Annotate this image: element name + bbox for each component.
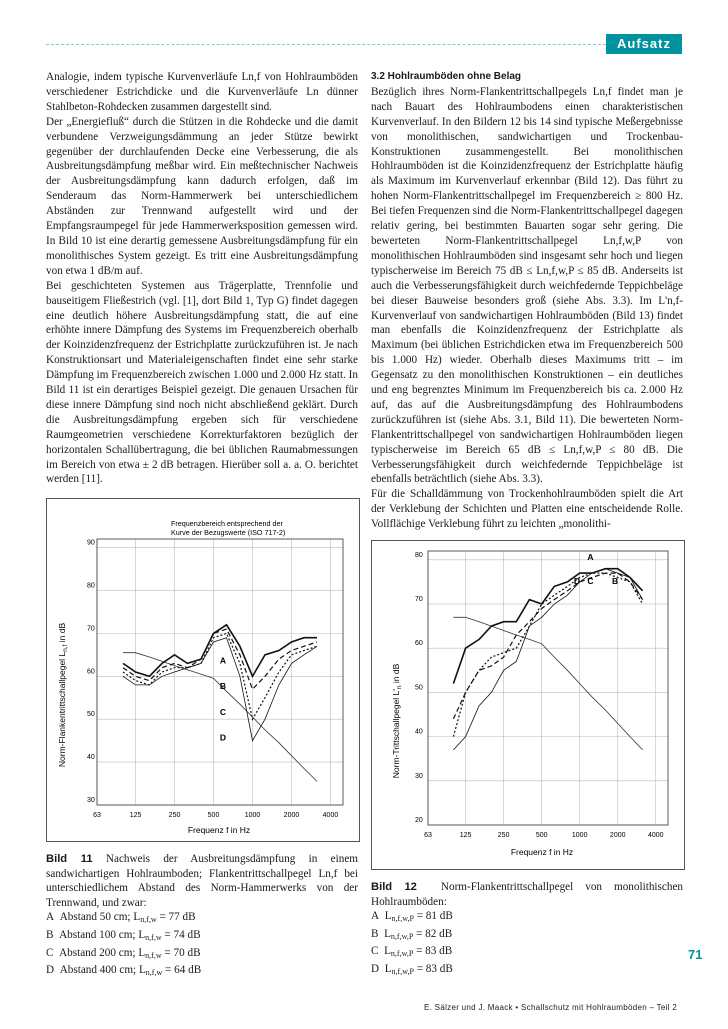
caption-item — [46, 963, 358, 981]
caption-text: Norm-Flankentrittschallpegel von monolithischen Hohlraumböden: — [371, 881, 683, 908]
y-tick-label: 80 — [87, 582, 95, 590]
y-axis-label: Norm-Flankentrittschallpegel $L_{n,f}$ in dB — [57, 622, 69, 768]
caption-item-part: B — [46, 928, 54, 941]
y-tick-label: 30 — [87, 797, 95, 804]
caption-item-part: n,f,w,P — [391, 914, 414, 924]
caption-item-part: n,f,w — [145, 950, 162, 960]
annotation: Kurve der Bezugswerte (ISO 717-2) — [171, 528, 286, 537]
caption-item-part: n,f,w,P — [390, 931, 414, 941]
caption-item-part: Abstand 400 cm; — [59, 964, 137, 977]
x-tick-label: 4000 — [322, 812, 339, 819]
section-tag: Aufsatz — [606, 34, 682, 54]
x-tick-label: 4000 — [647, 832, 664, 839]
caption-item-part: C — [371, 945, 379, 958]
caption-item — [46, 910, 358, 928]
caption-item-part: L — [138, 928, 146, 941]
caption-text: Nachweis der Ausbreitungsdämpfung in einem sandwichartigen Hohlraumboden; Flankentrittschallpegel Ln,f bei unterschiedlichem Abstand des Norm-Hammerwerks von der Trennwand, und zwar: — [46, 853, 358, 909]
right-column — [371, 70, 683, 532]
caption-item-part: = 70 dB — [164, 946, 201, 959]
caption-item-part: A — [46, 911, 55, 924]
caption-item-part: L — [384, 962, 392, 975]
paragraph: Analogie, indem typische Kurvenverläufe Ln,f von Hohlraumböden verschiedener Estrichdicke und die Kurvenverläufe Ln dünner Stahlbeton-Rohdecken zusammen dargestellt sind. — [46, 71, 358, 113]
caption-item-part: L — [384, 910, 392, 923]
caption-item-part: n,f,w,P — [391, 966, 414, 976]
y-tick-label: 50 — [87, 711, 95, 719]
x-axis-label: Frequenz f in Hz — [187, 825, 251, 835]
series-line-c — [453, 573, 642, 737]
series-label: B — [219, 681, 227, 692]
x-tick-label: 250 — [497, 832, 510, 839]
y-tick-label: 70 — [415, 596, 423, 604]
caption-item-part: = 83 dB — [416, 945, 453, 958]
y-tick-label: 70 — [87, 625, 95, 633]
y-tick-label: 40 — [87, 754, 95, 762]
series-line-a — [123, 625, 317, 677]
series-label: A — [587, 551, 594, 562]
caption-item-part: D — [371, 962, 380, 975]
x-tick-label: 63 — [424, 832, 432, 839]
paragraph: Für die Schalldämmung von Trockenhohlraumböden spielt die Art der Verklebung der Schichten und Platten eine entscheidende Rolle. Vollflächige Verklebung führt zu leichten „monolithi- — [371, 488, 683, 531]
figure-12 — [371, 540, 685, 870]
caption-item — [371, 962, 683, 980]
caption-item-part: n,f,w — [145, 932, 162, 942]
x-tick-label: 2000 — [609, 832, 626, 839]
plot-frame — [428, 551, 668, 825]
series-label: B — [611, 576, 619, 587]
caption-item — [46, 928, 358, 946]
y-tick-label: 80 — [415, 551, 423, 559]
caption-item-part: A — [371, 910, 380, 923]
caption-item — [371, 944, 683, 962]
caption-12 — [371, 880, 683, 980]
caption-item-part: D — [46, 964, 55, 977]
series-label: C — [219, 706, 227, 717]
caption-item-part: L — [133, 911, 141, 924]
caption-item-part: L — [384, 927, 391, 940]
figure-12-chart — [372, 541, 684, 869]
caption-label: Bild 12 — [371, 881, 417, 893]
paragraph: Bei geschichteten Systemen aus Trägerplatte, Trennfolie und bauseitigem Fließestrich (vgl. [1], dort Bild 1, Typ G) findet dagegen eine deutlich höhere Ausbreitungsdämpfung statt, die auf eine erhöhte innere Dämpfung des Systems im Frequenzbereich oberhalb der Koinzidenzfrequenz der Estrichplatte zurückzuführen ist. Je nach Konstruktionsart und Materialeigenschaften findet eine sehr starke Dämpfung im Frequenzbereich zwischen 1.000 und 2.000 Hz statt. In Bild 11 ist ein derartiges Beispiel gezeigt. Die genauen Ursachen für diese innere Dämpfung sind noch nicht abschließend geklärt. Durch die Ausbreitungsdämpfung ergeben sich für verschiedene Raumgeometrien verschiedene Korrekturfaktoren bezüglich der horizontalen Schallübertragung, die bei üblichen Raumabmessungen im Bereich von etwa ± 2 dB betragen. Hierüber soll a. a. O. berichtet werden [11]. — [46, 279, 358, 486]
caption-item-part: Abstand 100 cm; — [59, 928, 136, 941]
figure-11 — [46, 498, 360, 842]
figure-11-chart — [47, 499, 359, 841]
x-tick-label: 125 — [129, 812, 142, 819]
paragraph: Der „Energiefluß“ durch die Stützen in die Rohdecke und die damit verbundene Verzweigungsdämmung an jeder Stütze bewirkt gegenüber der durchlaufenden Decke eine Verbesserung, die als Ausbreitungsdämpfung meßbar wird. Ein meßtechnischer Nachweis der Ausbreitungsdämpfung kann dadurch erfolgen, daß im Senderaum das Norm-Hammerwerk bei unterschiedlichem Abständen zur Trennwand aufgestellt wird und der Empfangsraumpegel für jede Hammerwerksposition gemessen wird. In Bild 10 ist eine derartig gemessene Ausbreitungsdämpfung für ein monolithisches System gezeigt. Es tritt eine Ausbreitungsdämpfung von etwa 1 dB/m auf. — [46, 115, 358, 277]
caption-item-part: = 64 dB — [165, 964, 202, 977]
y-tick-label: 60 — [415, 640, 423, 648]
caption-label: Bild 11 — [46, 853, 93, 865]
caption-item-part: = 81 dB — [416, 910, 453, 923]
y-axis-label: Norm-Trittschallpegel $L'_n$ in dB — [391, 663, 403, 779]
caption-item — [371, 909, 683, 927]
caption-item-part: L — [384, 945, 391, 958]
y-tick-label: 50 — [415, 684, 423, 692]
caption-11 — [46, 852, 358, 981]
series-label: D — [573, 576, 581, 587]
caption-item-part: L — [138, 946, 146, 959]
caption-item-part: = 74 dB — [164, 928, 201, 941]
x-axis-label: Frequenz f in Hz — [510, 847, 574, 857]
caption-item-part: = 83 dB — [416, 962, 453, 975]
caption-item-part: Abstand 50 cm; — [59, 911, 131, 924]
section-heading: 3.2 Hohlraumböden ohne Belag — [371, 71, 522, 82]
y-tick-label: 40 — [415, 728, 423, 736]
plot-frame — [97, 539, 343, 805]
caption-item-part: C — [46, 946, 54, 959]
y-tick-label: 30 — [415, 772, 423, 780]
caption-item-part: L — [138, 964, 146, 977]
caption-item — [371, 927, 683, 945]
caption-item-part: n,f,w,P — [390, 949, 414, 959]
y-tick-label: 60 — [87, 668, 95, 676]
y-tick-label: 90 — [87, 539, 95, 547]
header-rule — [46, 44, 606, 45]
x-tick-label: 1000 — [244, 812, 261, 819]
annotation: Frequenzbereich entsprechend der — [171, 519, 283, 528]
caption-item-part: Abstand 200 cm; — [59, 946, 136, 959]
caption-item-part: n,f,w — [140, 915, 157, 925]
x-tick-label: 250 — [168, 812, 181, 819]
x-tick-label: 1000 — [571, 832, 588, 839]
footer: E. Sälzer und J. Maack • Schallschutz mit Hohlraumböden – Teil 2 — [424, 1003, 678, 1012]
caption-item-part: n,f,w — [145, 968, 163, 978]
left-column — [46, 70, 358, 487]
y-tick-label: 20 — [415, 817, 423, 824]
caption-item-part: = 77 dB — [159, 911, 196, 924]
x-tick-label: 500 — [207, 812, 220, 819]
paragraph: Bezüglich ihres Norm-Flankentrittschallpegels Ln,f findet man je nach Bauart des Hohlraumbodens einen charakteristischen Kurvenverlauf. In den Bildern 12 bis 14 sind typische Meßergebnisse von monolithischen, sandwichartigen und Trockenbau- Konstruktionen zusammengestellt. Bei monolithischen Hohlraumböden ist die Koinzidenzfrequenz der Estrichplatte häufig als Maximum im Kurvenverlauf erkennbar (Bild 12). Das führt zu hohen Norm-Flankentrittschallpegel im Frequenzbereich ≥ 800 Hz. Bei tiefen Frequenzen sind die Norm-Flankentrittschallpegel dagegen relativ gering, bei bestimmten Bauarten sogar sehr gering. Die bewerteten Norm-Flankentrittschallpegel Ln,f,w,P von monolithischen Hohlraumböden sind insgesamt sehr hoch und liegen typischerweise im Bereich 75 dB ≤ Ln,f,w,P ≤ 85 dB. Anderseits ist auch die Verbesserungsfähigkeit durch weichfedernde Teppichbeläge bei dieser Bauweise besonders groß (siehe Abs. 3.3). Im L'n,f-Kurvenverlauf von sandwichartigen Hohlraumböden (Bild 13) findet man ebenfalls die Koinzidenzfrequenz der Estrichplatte als Maximum (bei üblichen Estrichdicken etwa im Frequenzbereich 500 bis 1.000 Hz) wieder. Oberhalb dieses Maximums tritt – im Gegensatz zu den monolithischen Konstruktionen – ein deutliches und eng begrenztes Minimum im Frequenzbereich bis ca. 2.000 Hz auf, das auf die Ausbreitungsdämpfung des Hohlraumbodens zurückzuführen ist (siehe Abs. 3.1, Bild 11). Die bewerteten Norm-Flankentrittschallpegel von sandwichartigen Hohlraumböden liegen typischerweise im Bereich 65 dB ≤ Ln,f,w,P ≤ 80 dB. Die Verbesserungsfähigkeit durch weichfedernde Teppichbeläge ist ebenfalls beträchtlich (siehe Abs. 3.3). — [371, 85, 683, 486]
x-tick-label: 63 — [93, 812, 101, 819]
caption-item-part: B — [371, 927, 379, 940]
series-label: A — [219, 655, 227, 666]
x-tick-label: 2000 — [283, 812, 300, 819]
page-number: 71 — [688, 947, 703, 962]
caption-item-part: = 82 dB — [416, 927, 453, 940]
series-label: C — [587, 576, 594, 587]
series-label: D — [219, 732, 227, 743]
x-tick-label: 500 — [535, 832, 548, 839]
caption-item — [46, 946, 358, 964]
x-tick-label: 125 — [459, 832, 472, 839]
